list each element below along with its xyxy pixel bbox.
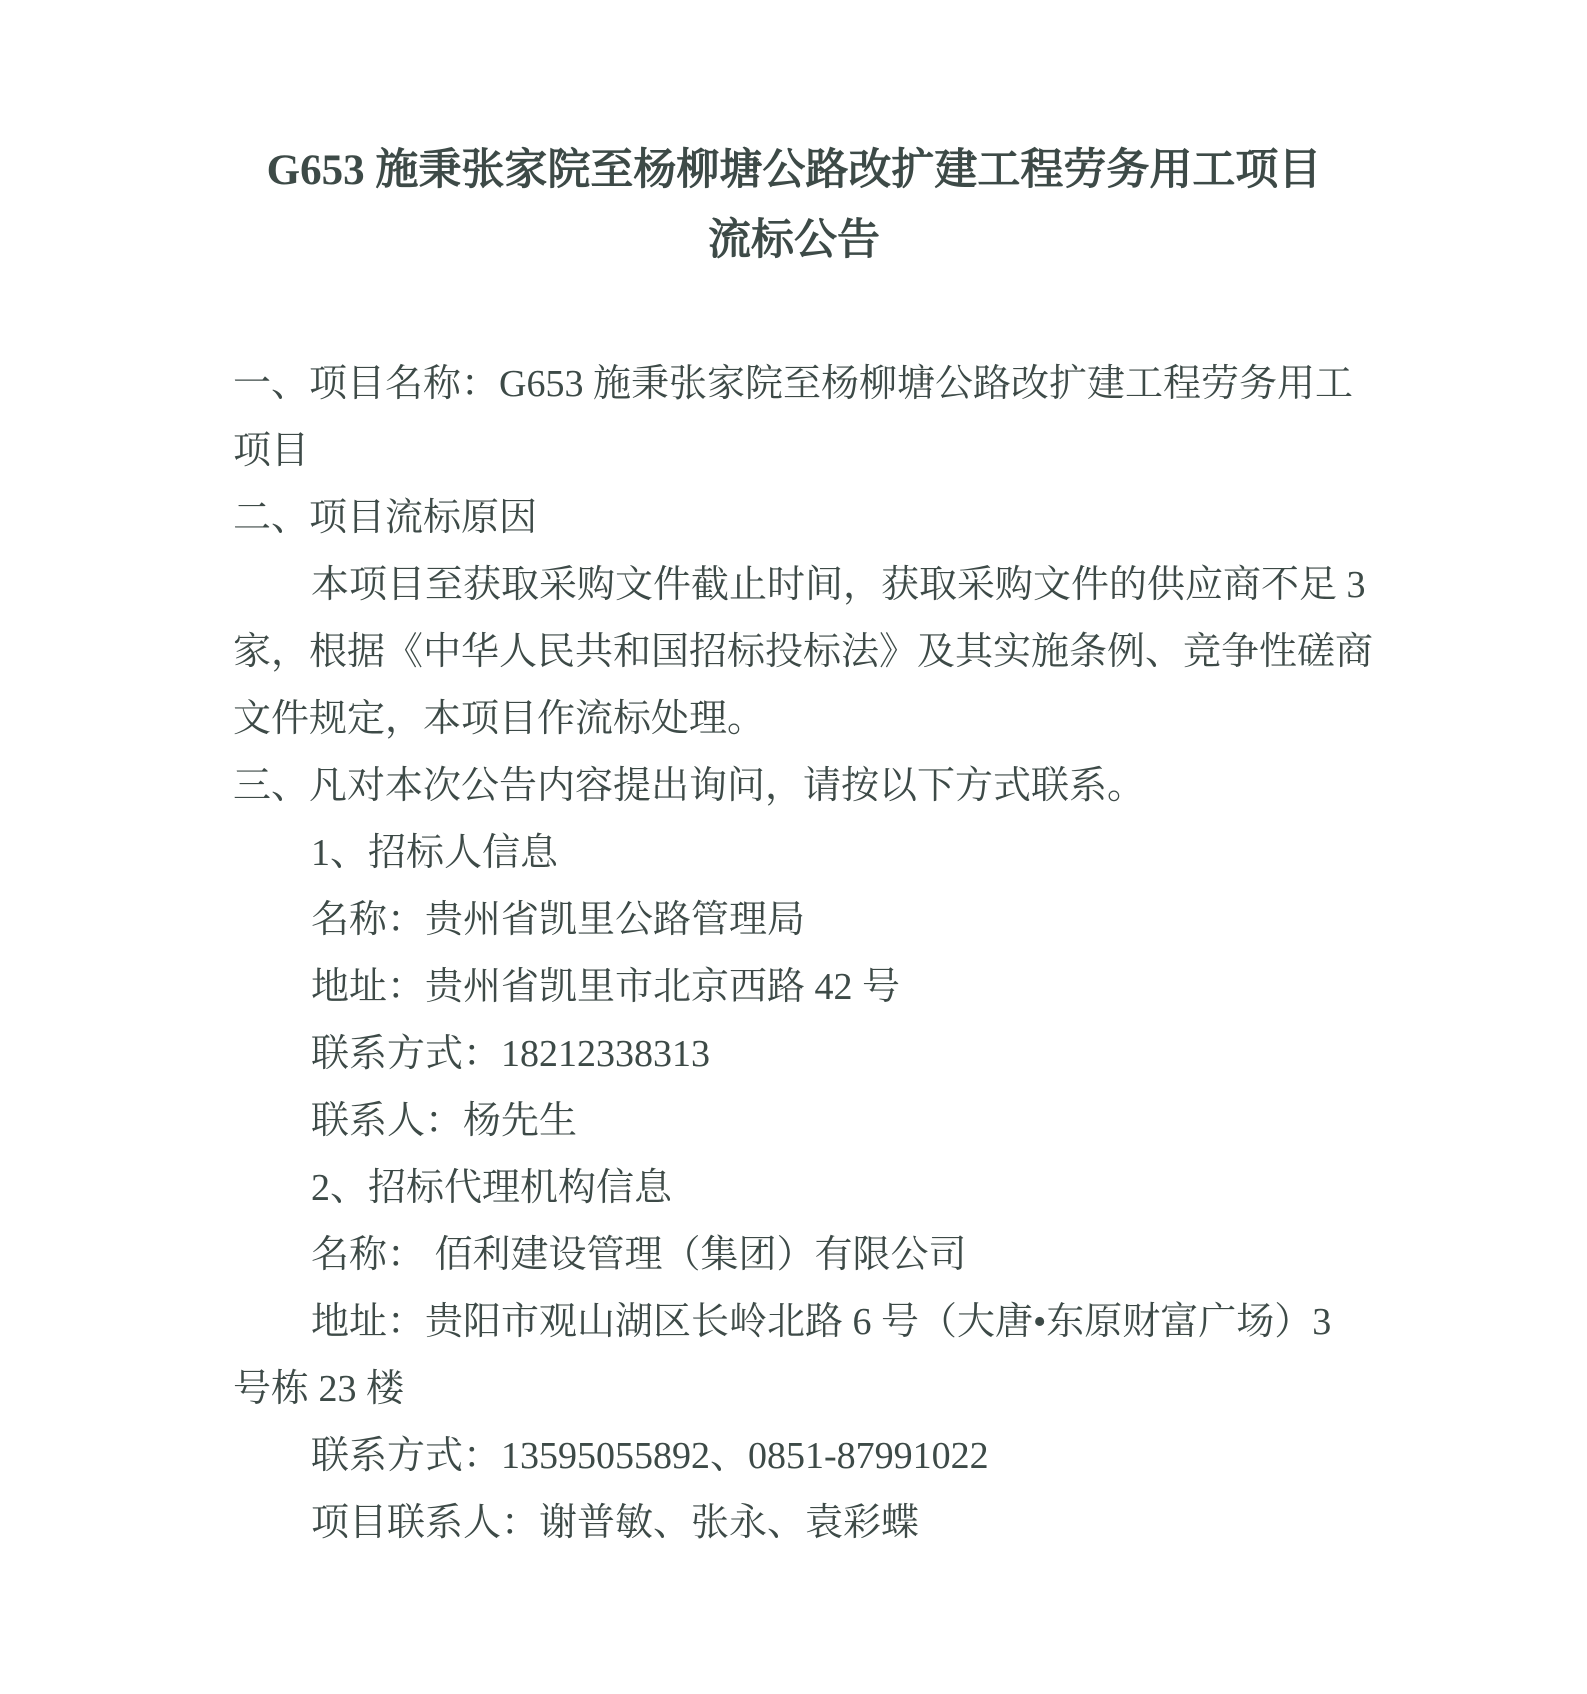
document-line: 联系方式：18212338313	[311, 1033, 711, 1075]
document-line: 1、招标人信息	[311, 832, 559, 874]
document-line: 项目联系人：谢普敏、张永、袁彩蝶	[311, 1502, 920, 1544]
document-line: 三、凡对本次公告内容提出询问，请按以下方式联系。	[233, 765, 1146, 807]
document-line: 名称： 佰利建设管理（集团）有限公司	[311, 1234, 967, 1276]
document-line: 地址：贵州省凯里市北京西路 42 号	[311, 966, 901, 1008]
document-line: 本项目至获取采购文件截止时间，获取采购文件的供应商不足 3	[311, 564, 1366, 606]
document-title-line-1: G653 施秉张家院至杨柳塘公路改扩建工程劳务用工项目	[266, 147, 1322, 194]
document-line: 号栋 23 楼	[233, 1368, 405, 1410]
document-line: 项目	[233, 430, 310, 472]
document-line: 联系方式：13595055892、0851-87991022	[311, 1435, 989, 1477]
document-line: 地址：贵阳市观山湖区长岭北路 6 号（大唐•东原财富广场）3	[311, 1301, 1332, 1343]
document-line: 二、项目流标原因	[233, 497, 538, 539]
document-title-line-2: 流标公告	[708, 217, 880, 264]
document-line: 家，根据《中华人民共和国招标投标法》及其实施条例、竞争性磋商	[233, 631, 1374, 673]
document-line: 2、招标代理机构信息	[311, 1167, 673, 1209]
document-line: 名称：贵州省凯里公路管理局	[311, 899, 806, 941]
document-line: 文件规定，本项目作流标处理。	[233, 698, 766, 740]
document-title	[233, 136, 1355, 276]
document-line: 一、项目名称：G653 施秉张家院至杨柳塘公路改扩建工程劳务用工	[233, 363, 1353, 405]
document-line: 联系人：杨先生	[311, 1100, 578, 1142]
document-body	[233, 351, 1374, 1557]
